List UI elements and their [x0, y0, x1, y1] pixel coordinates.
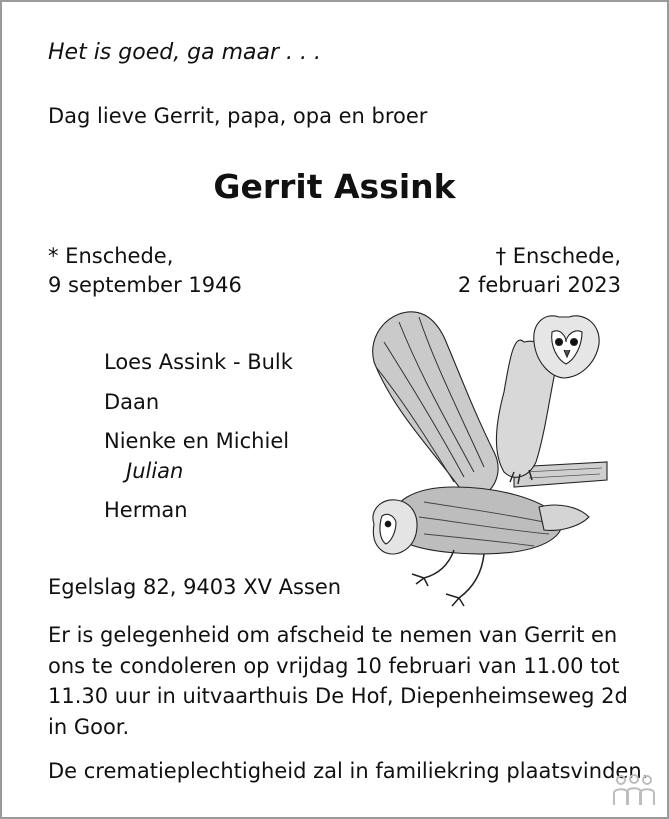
birth-place: * Enschede,: [48, 244, 174, 268]
death-place: † Enschede,: [495, 244, 621, 268]
family-member-grandchild: Julian: [126, 459, 184, 483]
family-member: Daan: [104, 390, 160, 414]
intro-line: Dag lieve Gerrit, papa, opa en broer: [48, 104, 428, 128]
home-address: Egelslag 82, 9403 XV Assen: [48, 575, 342, 599]
farewell-paragraph: Er is gelegenheid om afscheid te nemen van Gerrit en ons te condoleren op vrijdag 10 februari van 11.00 tot 11.30 uur in uitvaarthuis De Hof, Diepenheimseweg 2d in Goor.: [48, 623, 628, 739]
closing-line: De crematieplechtigheid zal in familiekring plaatsvinden.: [48, 759, 649, 783]
death-date: 2 februari 2023: [457, 273, 621, 297]
deceased-name: Gerrit Assink: [213, 167, 456, 206]
family-member: Nienke en Michiel: [104, 429, 290, 453]
family-member: Loes Assink - Bulk: [104, 350, 293, 374]
barn-owls-icon: [364, 302, 614, 612]
people-logo-icon: [611, 773, 657, 807]
family-member: Herman: [104, 498, 188, 522]
birth-date: 9 september 1946: [48, 273, 242, 297]
motto: Het is goed, ga maar . . .: [48, 40, 322, 65]
